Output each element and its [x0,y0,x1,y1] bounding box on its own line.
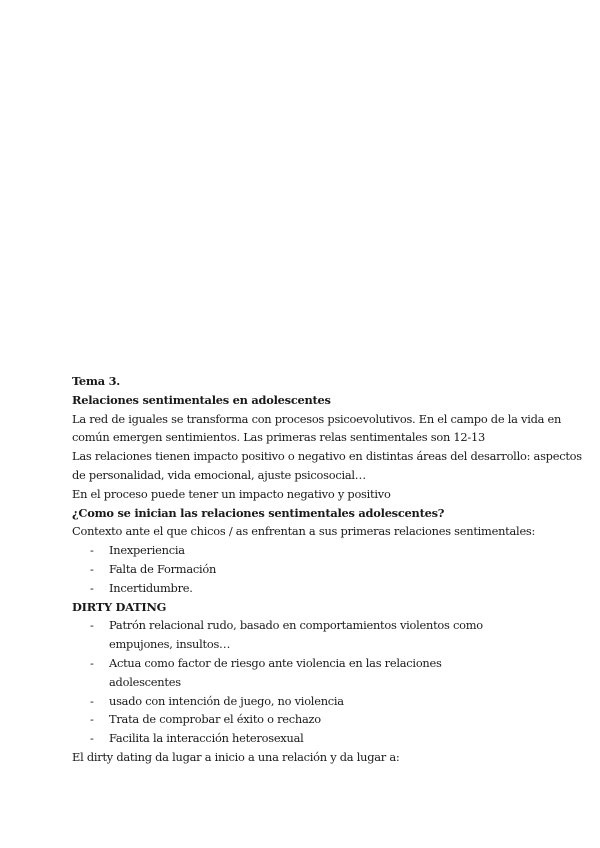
list-item-text: - Actua como factor de riesgo ante violencia en las relaciones adolescentes [109,655,442,689]
list-item-text: - Facilita la interacción heterosexual [109,731,304,746]
context-line: Contexto ante el que chicos / as enfrentan a sus primeras relaciones sentimentales: [72,524,536,539]
dirty-dating-heading: DIRTY DATING [72,599,167,614]
list-item [72,579,532,598]
document-page [72,372,582,767]
list-item-text: - Incertidumbre. [109,580,193,595]
list-item [72,560,532,579]
list-item-text: - Patrón relacional rudo, basado en comportamientos violentos como empujones, insultos… [109,618,483,652]
list-item-text: - Inexperiencia [109,543,185,558]
context-list [72,541,532,597]
list-item [72,710,532,729]
list-item [72,729,532,748]
paragraph-line: de personalidad, vida emocional, ajuste psicosocial… [72,467,366,482]
paragraph-line: común emergen sentimientos. Las primeras relas sentimentales son 12-13 [72,430,486,445]
topic-heading: Tema 3. [72,374,120,388]
list-item-text: - Falta de Formación [109,561,217,576]
list-item [72,654,532,692]
question-heading: ¿Como se inician las relaciones sentimentales adolescentes? [72,505,445,520]
list-item [72,692,532,711]
dirty-dating-list [72,616,532,748]
paragraph-line: Las relaciones tienen impacto positivo o negativo en distintas áreas del desarrollo: aspectos [72,449,582,464]
closing-line: El dirty dating da lugar a inicio a una relación y da lugar a: [72,749,400,764]
list-item [72,616,532,654]
paragraph-line: La red de iguales se transforma con procesos psicoevolutivos. En el campo de la vida en [72,411,562,426]
list-item-text: - Trata de comprobar el éxito o rechazo [109,712,321,727]
list-item-text: - usado con intención de juego, no violencia [109,693,344,708]
page-title: Relaciones sentimentales en adolescentes [72,392,331,407]
list-item [72,541,532,560]
paragraph-line: En el proceso puede tener un impacto negativo y positivo [72,486,391,501]
